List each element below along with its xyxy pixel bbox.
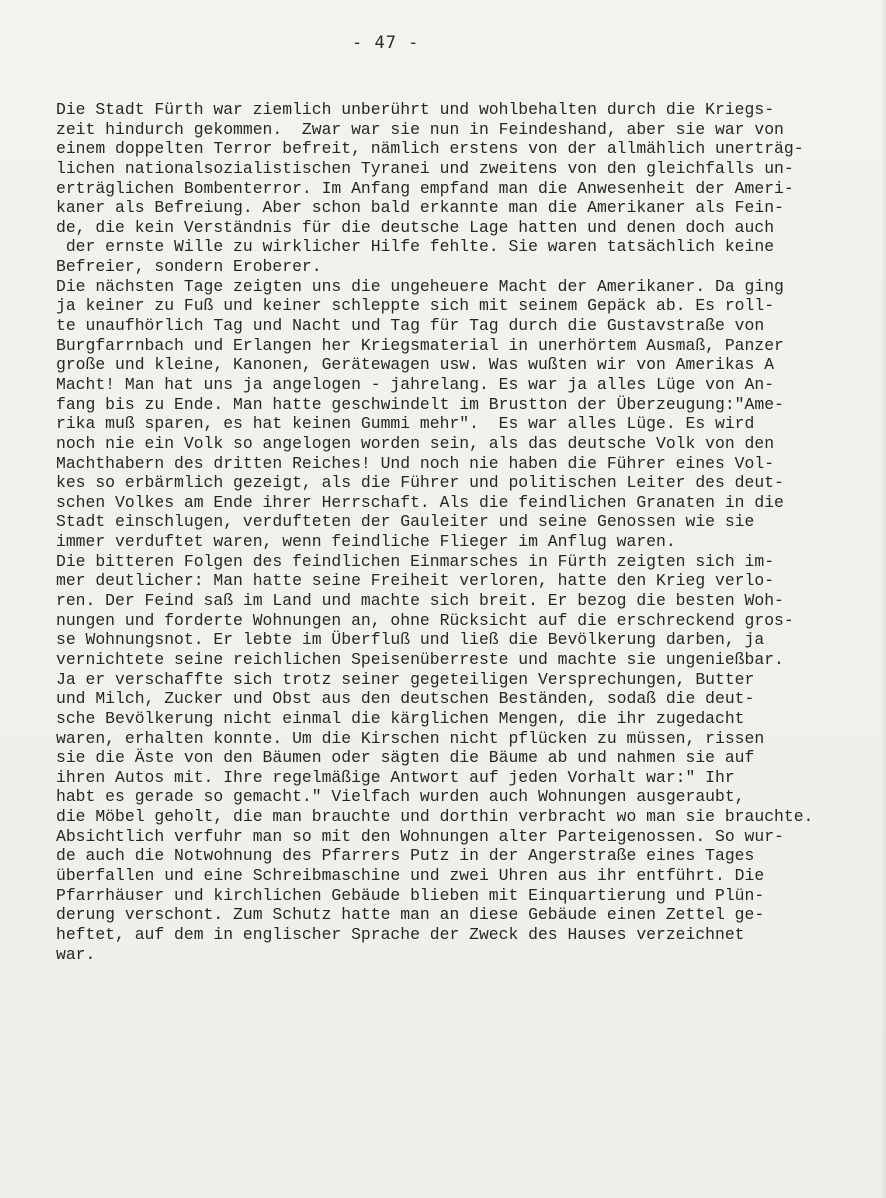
text-line: Pfarrhäuser und kirchlichen Gebäude blieben mit Einquartierung und Plün- (56, 885, 765, 905)
text-line: lichen nationalsozialistischen Tyranei und zweitens von den gleichfalls un- (56, 158, 794, 178)
text-line: sie die Äste von den Bäumen oder sägten die Bäume ab und nahmen sie auf (56, 748, 755, 768)
text-line: fang bis zu Ende. Man hatte geschwindelt im Brustton der Überzeugung:"Ame- (56, 394, 784, 414)
text-line: de auch die Notwohnung des Pfarrers Putz in der Angerstraße eines Tages (56, 846, 755, 866)
text-line: heftet, auf dem in englischer Sprache der Zweck des Hauses verzeichnet (56, 924, 745, 944)
text-line: rika muß sparen, es hat keinen Gummi mehr". Es war alles Lüge. Es wird (56, 414, 755, 434)
text-line: zeit hindurch gekommen. Zwar war sie nun in Feindeshand, aber sie war von (56, 119, 784, 139)
text-line: der ernste Wille zu wirklicher Hilfe fehlte. Sie waren tatsächlich keine (56, 237, 775, 257)
text-line: einem doppelten Terror befreit, nämlich erstens von der allmählich unerträg- (56, 139, 804, 159)
text-line: te unaufhörlich Tag und Nacht und Tag für Tag durch die Gustavstraße von (56, 316, 765, 336)
text-line: ja keiner zu Fuß und keiner schleppte sich mit seinem Gepäck ab. Es roll- (56, 296, 775, 316)
text-line: schen Volkes am Ende ihrer Herrschaft. Als die feindlichen Granaten in die (56, 492, 784, 512)
text-line: große und kleine, Kanonen, Gerätewagen usw. Was wußten wir von Amerikas A (56, 355, 775, 375)
text-line: vernichtete seine reichlichen Speisenüberreste und machte sie ungenießbar. (56, 649, 784, 669)
text-line: Absichtlich verfuhr man so mit den Wohnungen alter Parteigenossen. So wur- (56, 826, 784, 846)
text-line: noch nie ein Volk so angelogen worden sein, als das deutsche Volk von den (56, 433, 775, 453)
text-line: Die bitteren Folgen des feindlichen Einmarsches in Fürth zeigten sich im- (56, 551, 775, 571)
page-number: - 47 - (352, 33, 420, 53)
text-line: erträglichen Bombenterror. Im Anfang empfand man die Anwesenheit der Ameri- (56, 178, 794, 198)
text-line: die Möbel geholt, die man brauchte und dorthin verbracht wo man sie brauchte. (56, 807, 814, 827)
text-line: waren, erhalten konnte. Um die Kirschen nicht pflücken zu müssen, rissen (56, 728, 765, 748)
text-line: de, die kein Verständnis für die deutsche Lage hatten und denen doch auch (56, 217, 775, 237)
text-line: ren. Der Feind saß im Land und machte sich breit. Er bezog die besten Woh- (56, 591, 784, 611)
text-line: habt es gerade so gemacht." Vielfach wurden auch Wohnungen ausgeraubt, (56, 787, 745, 807)
text-line: mer deutlicher: Man hatte seine Freiheit verloren, hatte den Krieg verlo- (56, 571, 775, 591)
text-line: sche Bevölkerung nicht einmal die kärglichen Mengen, die ihr zugedacht (56, 708, 745, 728)
text-line: nungen und forderte Wohnungen an, ohne Rücksicht auf die erschreckend gros- (56, 610, 794, 630)
text-line: ihren Autos mit. Ihre regelmäßige Antwort auf jeden Vorhalt war:" Ihr (56, 767, 735, 787)
text-line: überfallen und eine Schreibmaschine und zwei Uhren aus ihr entführt. Die (56, 865, 765, 885)
scan-edge-shadow (880, 0, 886, 1198)
text-line: Macht! Man hat uns ja angelogen - jahrelang. Es war ja alles Lüge von An- (56, 374, 775, 394)
text-line: kes so erbärmlich gezeigt, als die Führer und politischen Leiter des deut- (56, 473, 784, 493)
text-line: se Wohnungsnot. Er lebte im Überfluß und ließ die Bevölkerung darben, ja (56, 630, 765, 650)
text-line: Ja er verschaffte sich trotz seiner gegeteiligen Versprechungen, Butter (56, 669, 755, 689)
text-line: Die Stadt Fürth war ziemlich unberührt und wohlbehalten durch die Kriegs- (56, 100, 775, 119)
text-line: Machthabern des dritten Reiches! Und noch nie haben die Führer eines Vol- (56, 453, 775, 473)
text-line: immer verduftet waren, wenn feindliche Flieger im Anflug waren. (56, 532, 676, 552)
text-line: und Milch, Zucker und Obst aus den deutschen Beständen, sodaß die deut- (56, 689, 755, 709)
text-line: Burgfarrnbach und Erlangen her Kriegsmaterial in unerhörtem Ausmaß, Panzer (56, 335, 784, 355)
text-line: derung verschont. Zum Schutz hatte man an diese Gebäude einen Zettel ge- (56, 905, 765, 925)
text-line: war. (56, 944, 96, 964)
body-text (56, 100, 856, 964)
text-line: Stadt einschlugen, verdufteten der Gauleiter und seine Genossen wie sie (56, 512, 755, 532)
text-line: kaner als Befreiung. Aber schon bald erkannte man die Amerikaner als Fein- (56, 198, 784, 218)
text-line: Die nächsten Tage zeigten uns die ungeheuere Macht der Amerikaner. Da ging (56, 276, 784, 296)
text-line: Befreier, sondern Eroberer. (56, 257, 322, 277)
